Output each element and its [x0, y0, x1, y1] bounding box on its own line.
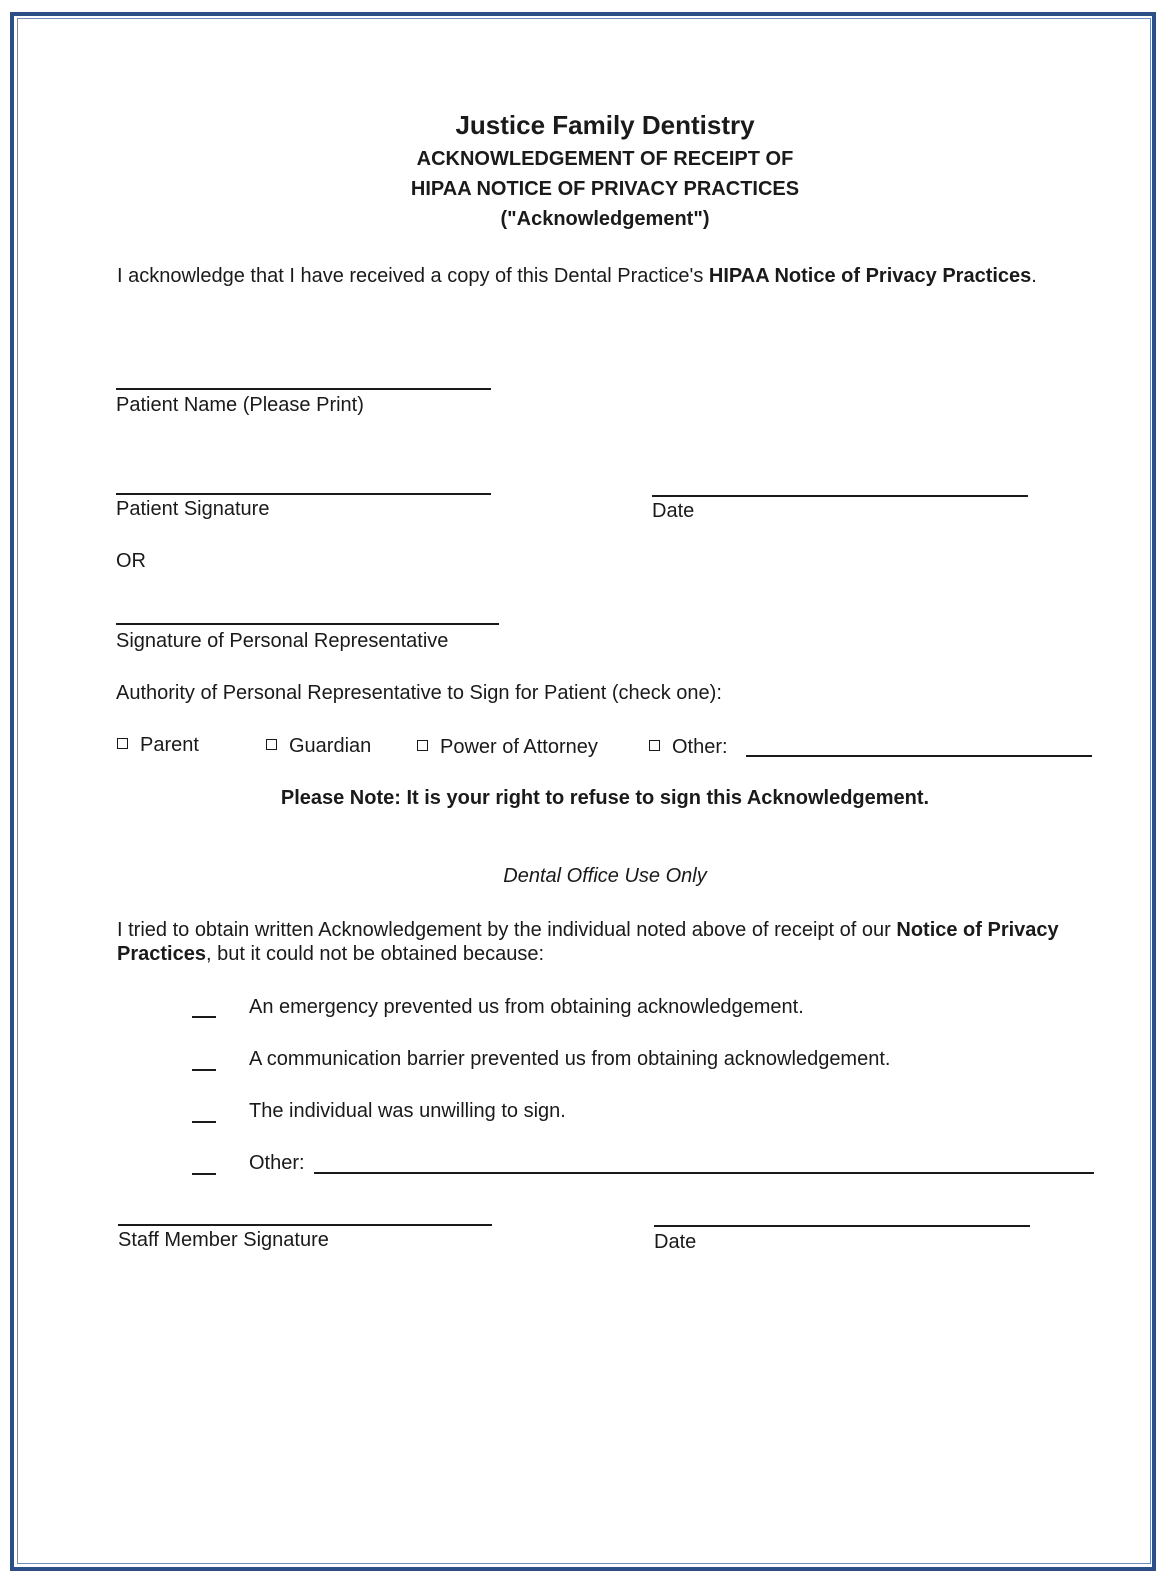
- reason3-blank[interactable]: [192, 1121, 216, 1123]
- option-parent-label: Parent: [140, 734, 199, 756]
- other-authority-line[interactable]: [746, 755, 1092, 757]
- reason-other-line[interactable]: [314, 1172, 1094, 1174]
- patient-date-line[interactable]: [652, 495, 1028, 497]
- intro-bold: HIPAA Notice of Privacy Practices: [708, 265, 1032, 287]
- checkbox-poa[interactable]: [417, 740, 428, 751]
- practice-name: Justice Family Dentistry: [455, 110, 755, 140]
- rep-signature-line[interactable]: [116, 623, 499, 625]
- staff-signature-line[interactable]: [118, 1224, 492, 1226]
- option-guardian-label: Guardian: [289, 735, 372, 757]
- form-title-line1: ACKNOWLEDGEMENT OF RECEIPT OF: [416, 148, 794, 170]
- office-use-text: I tried to obtain written Acknowledgement by the individual noted above of receipt of our: [117, 919, 897, 941]
- reason3-label: The individual was unwilling to sign.: [249, 1100, 566, 1122]
- office-use-bold: Notice of Privacy Practices: [117, 919, 1059, 965]
- option-other-label: Other:: [672, 736, 728, 758]
- patient-name-label: Patient Name (Please Print): [116, 394, 364, 416]
- staff-signature-label: Staff Member Signature: [118, 1229, 329, 1251]
- option-other[interactable]: [649, 736, 728, 759]
- intro-period: .: [1031, 265, 1037, 287]
- form-title-line3: ("Acknowledgement"): [500, 208, 710, 230]
- office-use-heading: Dental Office Use Only: [503, 865, 707, 887]
- patient-name-line[interactable]: [116, 388, 491, 390]
- checkbox-guardian[interactable]: [266, 739, 277, 750]
- patient-signature-label: Patient Signature: [116, 498, 270, 520]
- reason2-label: A communication barrier prevented us from obtaining acknowledgement.: [249, 1048, 891, 1070]
- checkbox-parent[interactable]: [117, 738, 128, 749]
- option-poa[interactable]: [417, 736, 598, 759]
- reason1-label: An emergency prevented us from obtaining acknowledgement.: [249, 996, 804, 1018]
- refusal-note: Please Note: It is your right to refuse to sign this Acknowledgement.: [280, 787, 930, 809]
- reason2-blank[interactable]: [192, 1069, 216, 1071]
- or-label: OR: [116, 550, 146, 572]
- option-poa-label: Power of Attorney: [440, 736, 598, 758]
- patient-date-label: Date: [652, 500, 695, 522]
- office-use-paragraph: [117, 918, 1087, 966]
- option-guardian[interactable]: [266, 735, 371, 758]
- checkbox-other[interactable]: [649, 740, 660, 751]
- patient-signature-line[interactable]: [116, 493, 491, 495]
- staff-date-line[interactable]: [654, 1225, 1030, 1227]
- reason1-blank[interactable]: [192, 1016, 216, 1018]
- intro-paragraph: [117, 264, 1087, 288]
- intro-text: I acknowledge that I have received a copy of this Dental Practice's: [117, 265, 709, 287]
- staff-date-label: Date: [654, 1231, 697, 1253]
- reason4-blank[interactable]: [192, 1173, 216, 1175]
- rep-signature-label: Signature of Personal Representative: [116, 630, 449, 652]
- form-title-line2: HIPAA NOTICE OF PRIVACY PRACTICES: [410, 178, 800, 200]
- authority-label: Authority of Personal Representative to Sign for Patient (check one):: [116, 682, 722, 704]
- office-use-text-after: , but it could not be obtained because:: [205, 943, 544, 965]
- reason4-label: Other:: [249, 1152, 305, 1174]
- option-parent[interactable]: [117, 734, 199, 757]
